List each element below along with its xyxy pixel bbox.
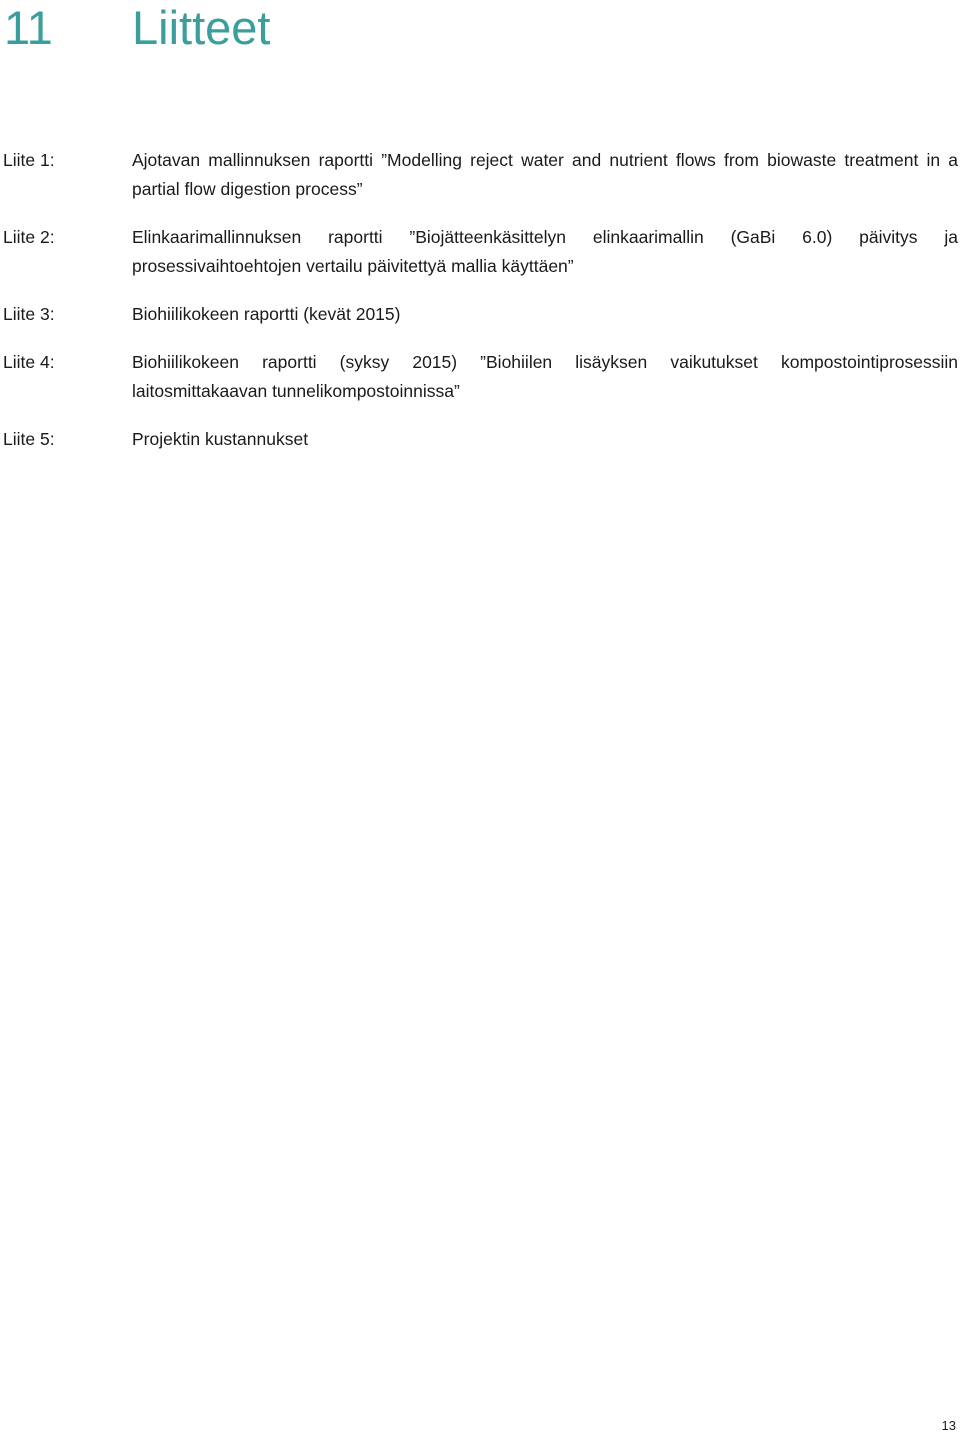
- appendix-label: Liite 4:: [3, 352, 55, 372]
- appendix-list: [3, 146, 958, 473]
- appendix-label: Liite 1:: [3, 150, 55, 170]
- page-number: 13: [941, 1418, 956, 1433]
- appendix-title: Ajotavan mallinnuksen raportti ”Modelling reject water and nutrient flows from biowaste treatment in a partial flow digestion process”: [132, 150, 958, 199]
- appendix-title: Biohiilikokeen raportti (kevät 2015): [132, 304, 401, 324]
- appendix-title: Projektin kustannukset: [132, 429, 309, 449]
- appendix-label: Liite 5:: [3, 429, 55, 449]
- appendix-item-3: [3, 300, 958, 329]
- section-heading: [4, 0, 270, 60]
- appendix-item-5: [3, 425, 958, 454]
- appendix-item-4: [3, 348, 958, 406]
- appendix-label: Liite 2:: [3, 227, 55, 247]
- appendix-title: Biohiilikokeen raportti (syksy 2015) ”Biohiilen lisäyksen vaikutukset kompostointiprosessiin laitosmittakaavan tunnelikompostoinnissa”: [132, 352, 958, 401]
- appendix-item-1: [3, 146, 958, 204]
- section-title: Liitteet: [132, 1, 271, 54]
- appendix-item-2: [3, 223, 958, 281]
- appendix-title: Elinkaarimallinnuksen raportti ”Biojätteenkäsittelyn elinkaarimallin (GaBi 6.0) päivitys ja prosessivaihtoehtojen vertailu päivitettyä mallia käyttäen”: [132, 227, 958, 276]
- section-number: 11: [4, 1, 53, 54]
- appendix-label: Liite 3:: [3, 304, 55, 324]
